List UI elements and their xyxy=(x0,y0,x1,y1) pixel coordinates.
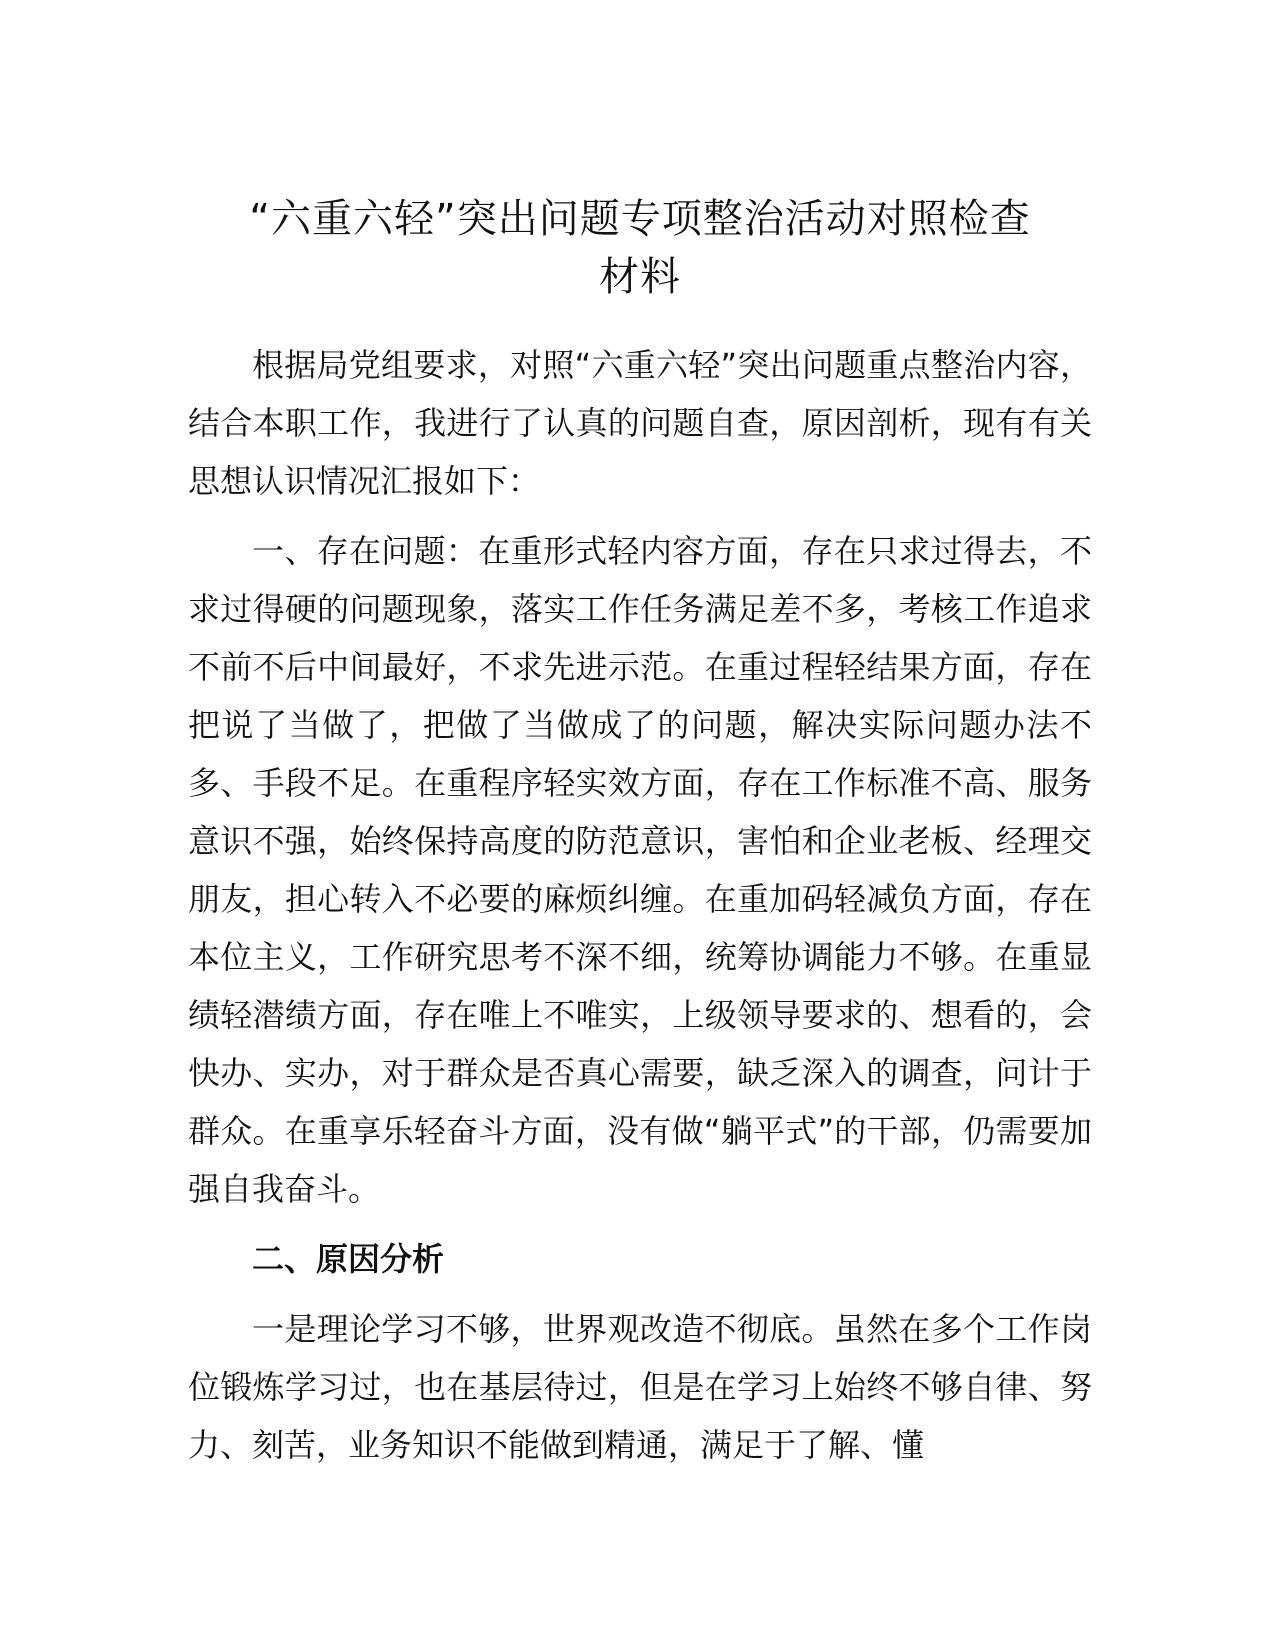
section-heading-cause-analysis: 二、原因分析 xyxy=(252,1240,445,1278)
problems-paragraph: 一、存在问题：在重形式轻内容方面，存在只求过得去，不求过得硬的问题现象，落实工作任务满足差不多，考核工作追求不前不后中间最好，不求先进示范。在重过程轻结果方面，存在把说了当做了，把做了当做成了的问题，解决实际问题办法不多、手段不足。在重程序轻实效方面，存在工作标准不高、服务意识不强，始终保持高度的防范意识，害怕和企业老板、经理交朋友，担心转入不必要的麻烦纠缠。在重加码轻减负方面，存在本位主义，工作研究思考不深不细，统筹协调能力不够。在重显绩轻潜绩方面，存在唯上不唯实，上级领导要求的、想看的，会快办、实办，对于群众是否真心需要，缺乏深入的调查，问计于群众。在重享乐轻奋斗方面，没有做“躺平式”的干部，仍需要加强自我奋斗。 xyxy=(188,532,1092,1208)
document-title xyxy=(188,190,1092,306)
title-line-1: “六重六轻”突出问题专项整治活动对照检查 xyxy=(249,196,1031,242)
document-content xyxy=(188,190,1092,1486)
intro-paragraph: 根据局党组要求，对照“六重六轻”突出问题重点整治内容，结合本职工作，我进行了认真的问题自查，原因剖析，现有有关思想认识情况汇报如下： xyxy=(188,346,1092,500)
title-line-2: 材料 xyxy=(599,254,681,300)
cause-paragraph: 一是理论学习不够，世界观改造不彻底。虽然在多个工作岗位锻炼学习过，也在基层待过，但是在学习上始终不够自律、努力、刻苦，业务知识不能做到精通，满足于了解、懂 xyxy=(188,1310,1092,1464)
document-body xyxy=(188,336,1092,1474)
